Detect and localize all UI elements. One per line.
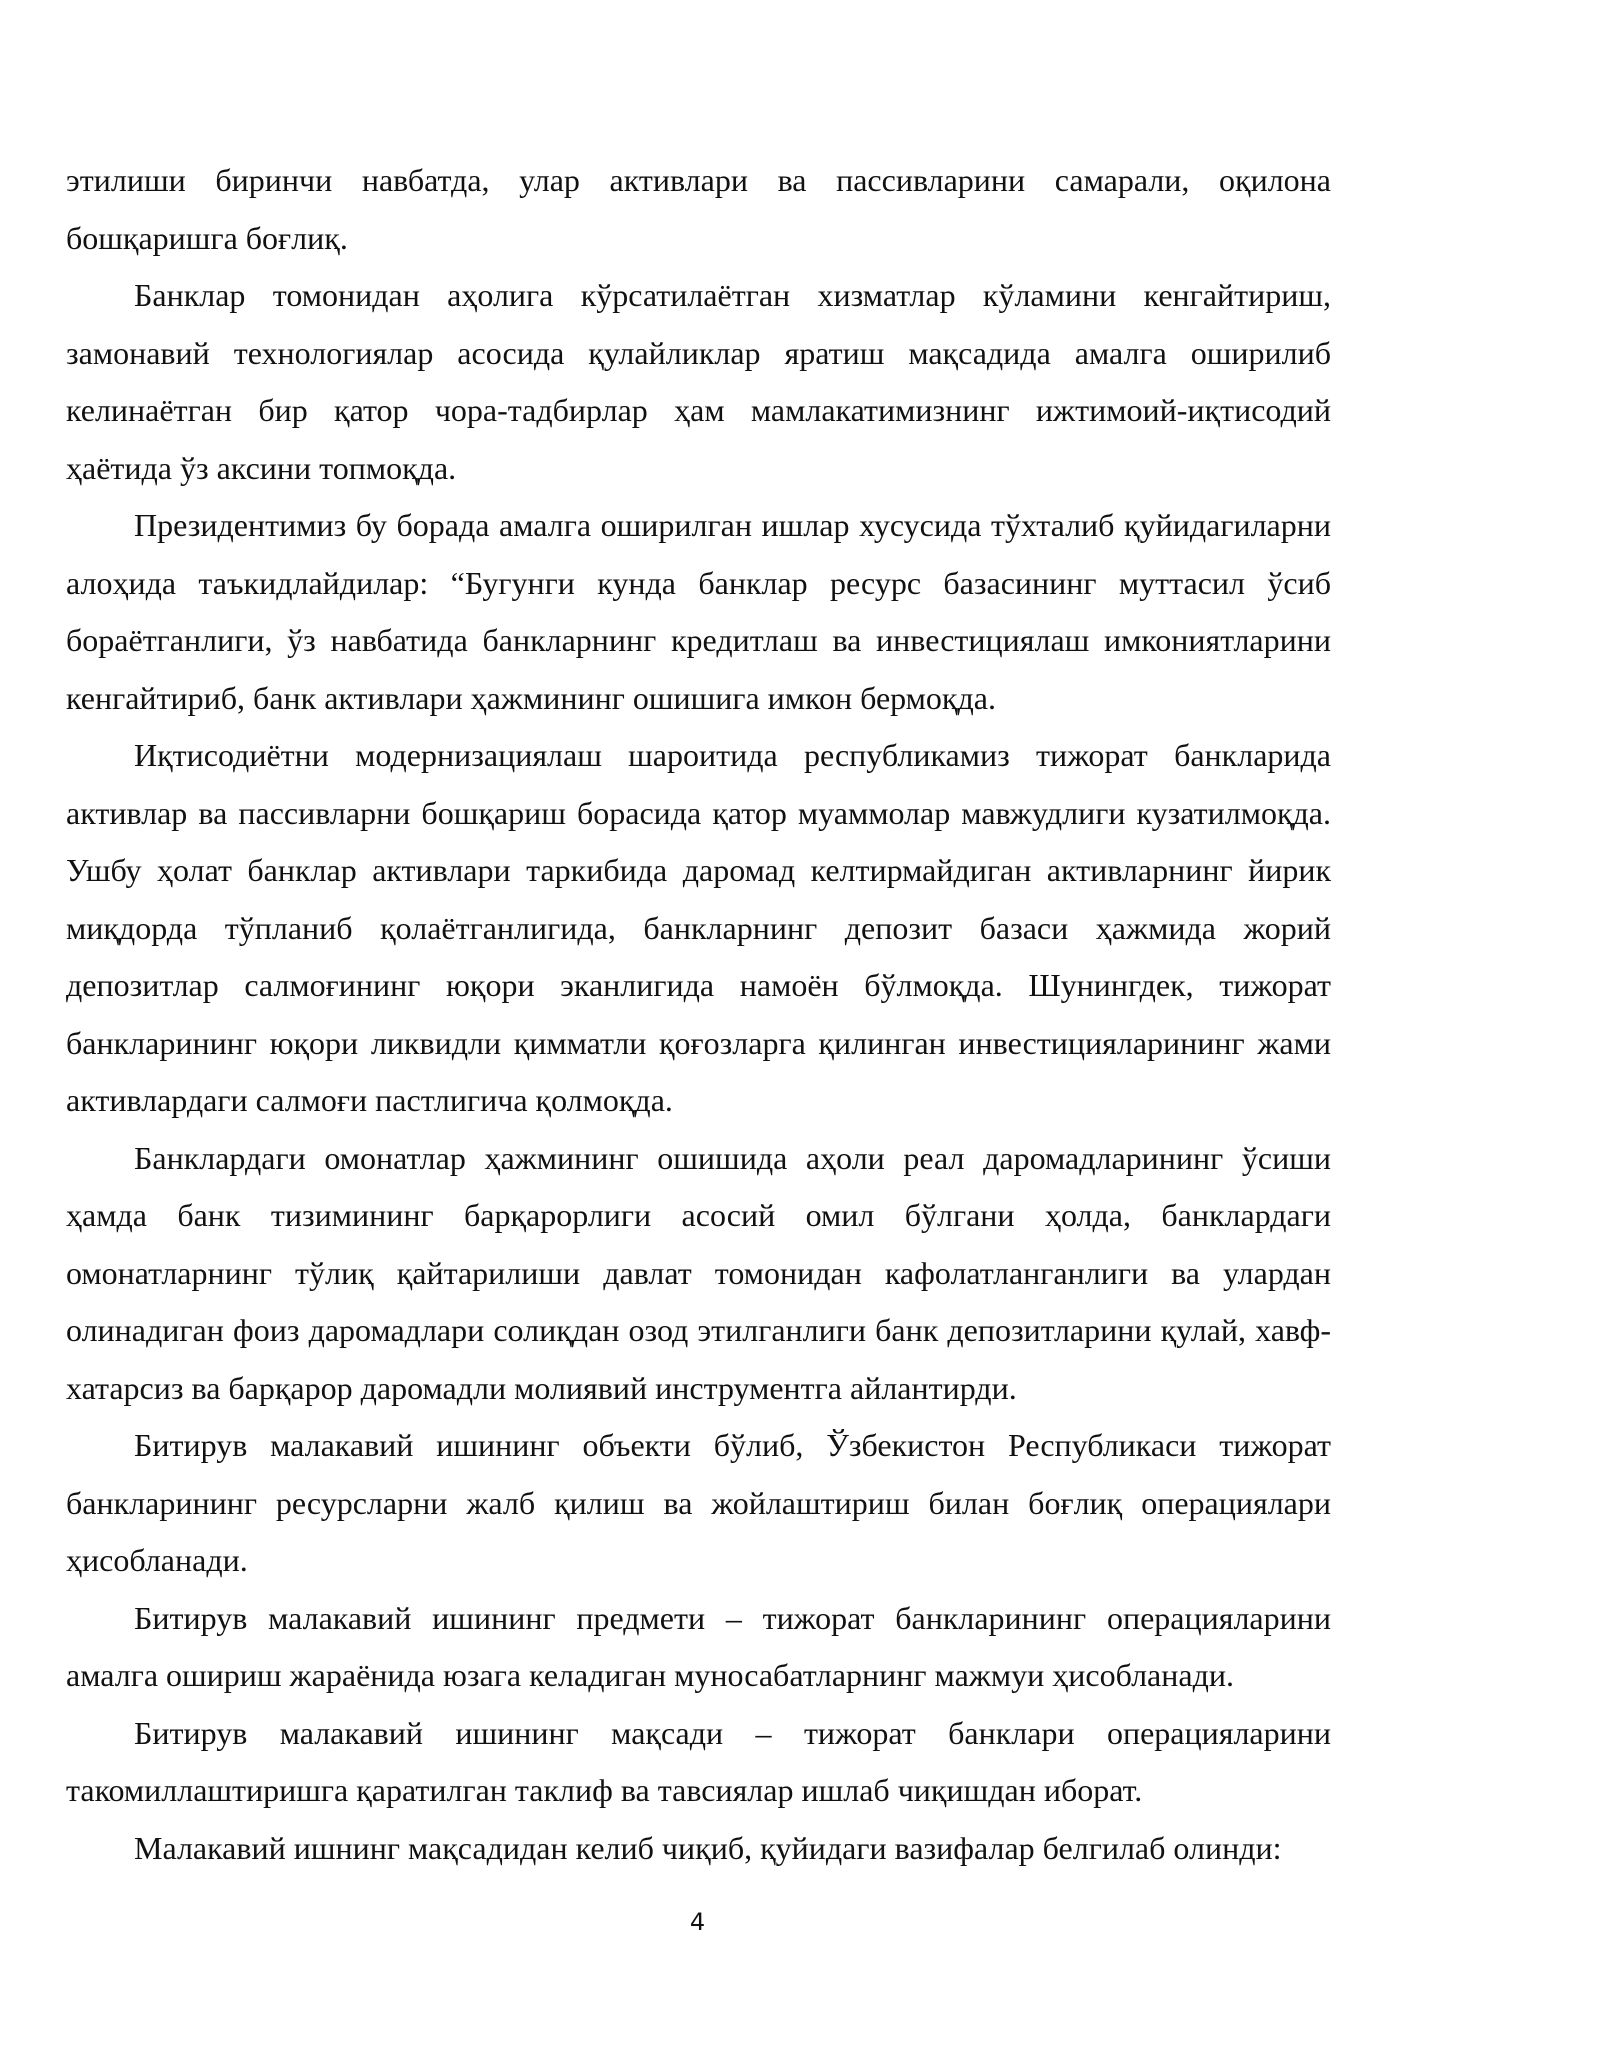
paragraph-4: Иқтисодиётни модернизациялаш шароитида республикамиз тижорат банкларида активлар ва пассивларни бошқариш борасида қатор муаммолар мавжудлиги кузатилмоқда. Ушбу ҳолат банклар активлари таркибида даромад келтирмайдиган активларнинг йирик миқдорда тўпланиб қолаётганлигида, банкларнинг депозит базаси ҳажмида жорий депозитлар салмоғининг юқори эканлигида намоён бўлмоқда. Шунингдек, тижорат банкларининг юқори ликвидли қимматли қоғозларга қилинган инвестицияларининг жами активлардаги салмоғи пастлигича қолмоқда. bbox=[66, 737, 1331, 1118]
document-body bbox=[66, 152, 1331, 1877]
page-number: 4 bbox=[689, 1908, 706, 1936]
paragraph-5: Банклардаги омонатлар ҳажмининг ошишида аҳоли реал даромадларининг ўсиши ҳамда банк тизимининг барқарорлиги асосий омил бўлгани ҳолда, банклардаги омонатларнинг тўлиқ қайтарилиши давлат томонидан кафолатланганлиги ва улардан олинадиган фоиз даромадлари солиқдан озод этилганлиги банк депозитларини қулай, хавф-хатарсиз ва барқарор даромадли молиявий инструментга айлантирди. bbox=[66, 1139, 1331, 1406]
paragraph-9: Малакавий ишнинг мақсадидан келиб чиқиб, қуйидаги вазифалар белгилаб олинди: bbox=[134, 1829, 1282, 1866]
paragraph-3: Президентимиз бу борада амалга оширилган ишлар хусусида тўхталиб қуйидагиларни алоҳида таъкидлайдилар: “Бугунги кунда банклар ресурс базасининг муттасил ўсиб бораётганлиги, ўз навбатида банкларнинг кредитлаш ва инвестициялаш имкониятларини кенгайтириб, банк активлари ҳажмининг ошишига имкон бермоқда. bbox=[66, 507, 1331, 716]
paragraph-7: Битирув малакавий ишининг предмети – тижорат банкларининг операцияларини амалга ошириш жараёнида юзага келадиган муносабатларнинг мажмуи ҳисобланади. bbox=[66, 1599, 1331, 1693]
paragraph-1: этилиши биринчи навбатда, улар активлари ва пассивларини самарали, оқилона бошқаришга боғлиқ. bbox=[66, 162, 1331, 256]
paragraph-6: Битирув малакавий ишининг объекти бўлиб, Ўзбекистон Республикаси тижорат банкларининг ресурсларни жалб қилиш ва жойлаштириш билан боғлиқ операциялари ҳисобланади. bbox=[66, 1427, 1331, 1578]
paragraph-8: Битирув малакавий ишининг мақсади – тижорат банклари операцияларини такомиллаштиришга қаратилган таклиф ва тавсиялар ишлаб чиқишдан иборат. bbox=[66, 1714, 1331, 1808]
paragraph-2: Банклар томонидан аҳолига кўрсатилаётган хизматлар кўламини кенгайтириш, замонавий технологиялар асосида қулайликлар яратиш мақсадида амалга оширилиб келинаётган бир қатор чора-тадбирлар ҳам мамлакатимизнинг ижтимоий-иқтисодий ҳаётида ўз аксини топмоқда. bbox=[66, 277, 1331, 486]
